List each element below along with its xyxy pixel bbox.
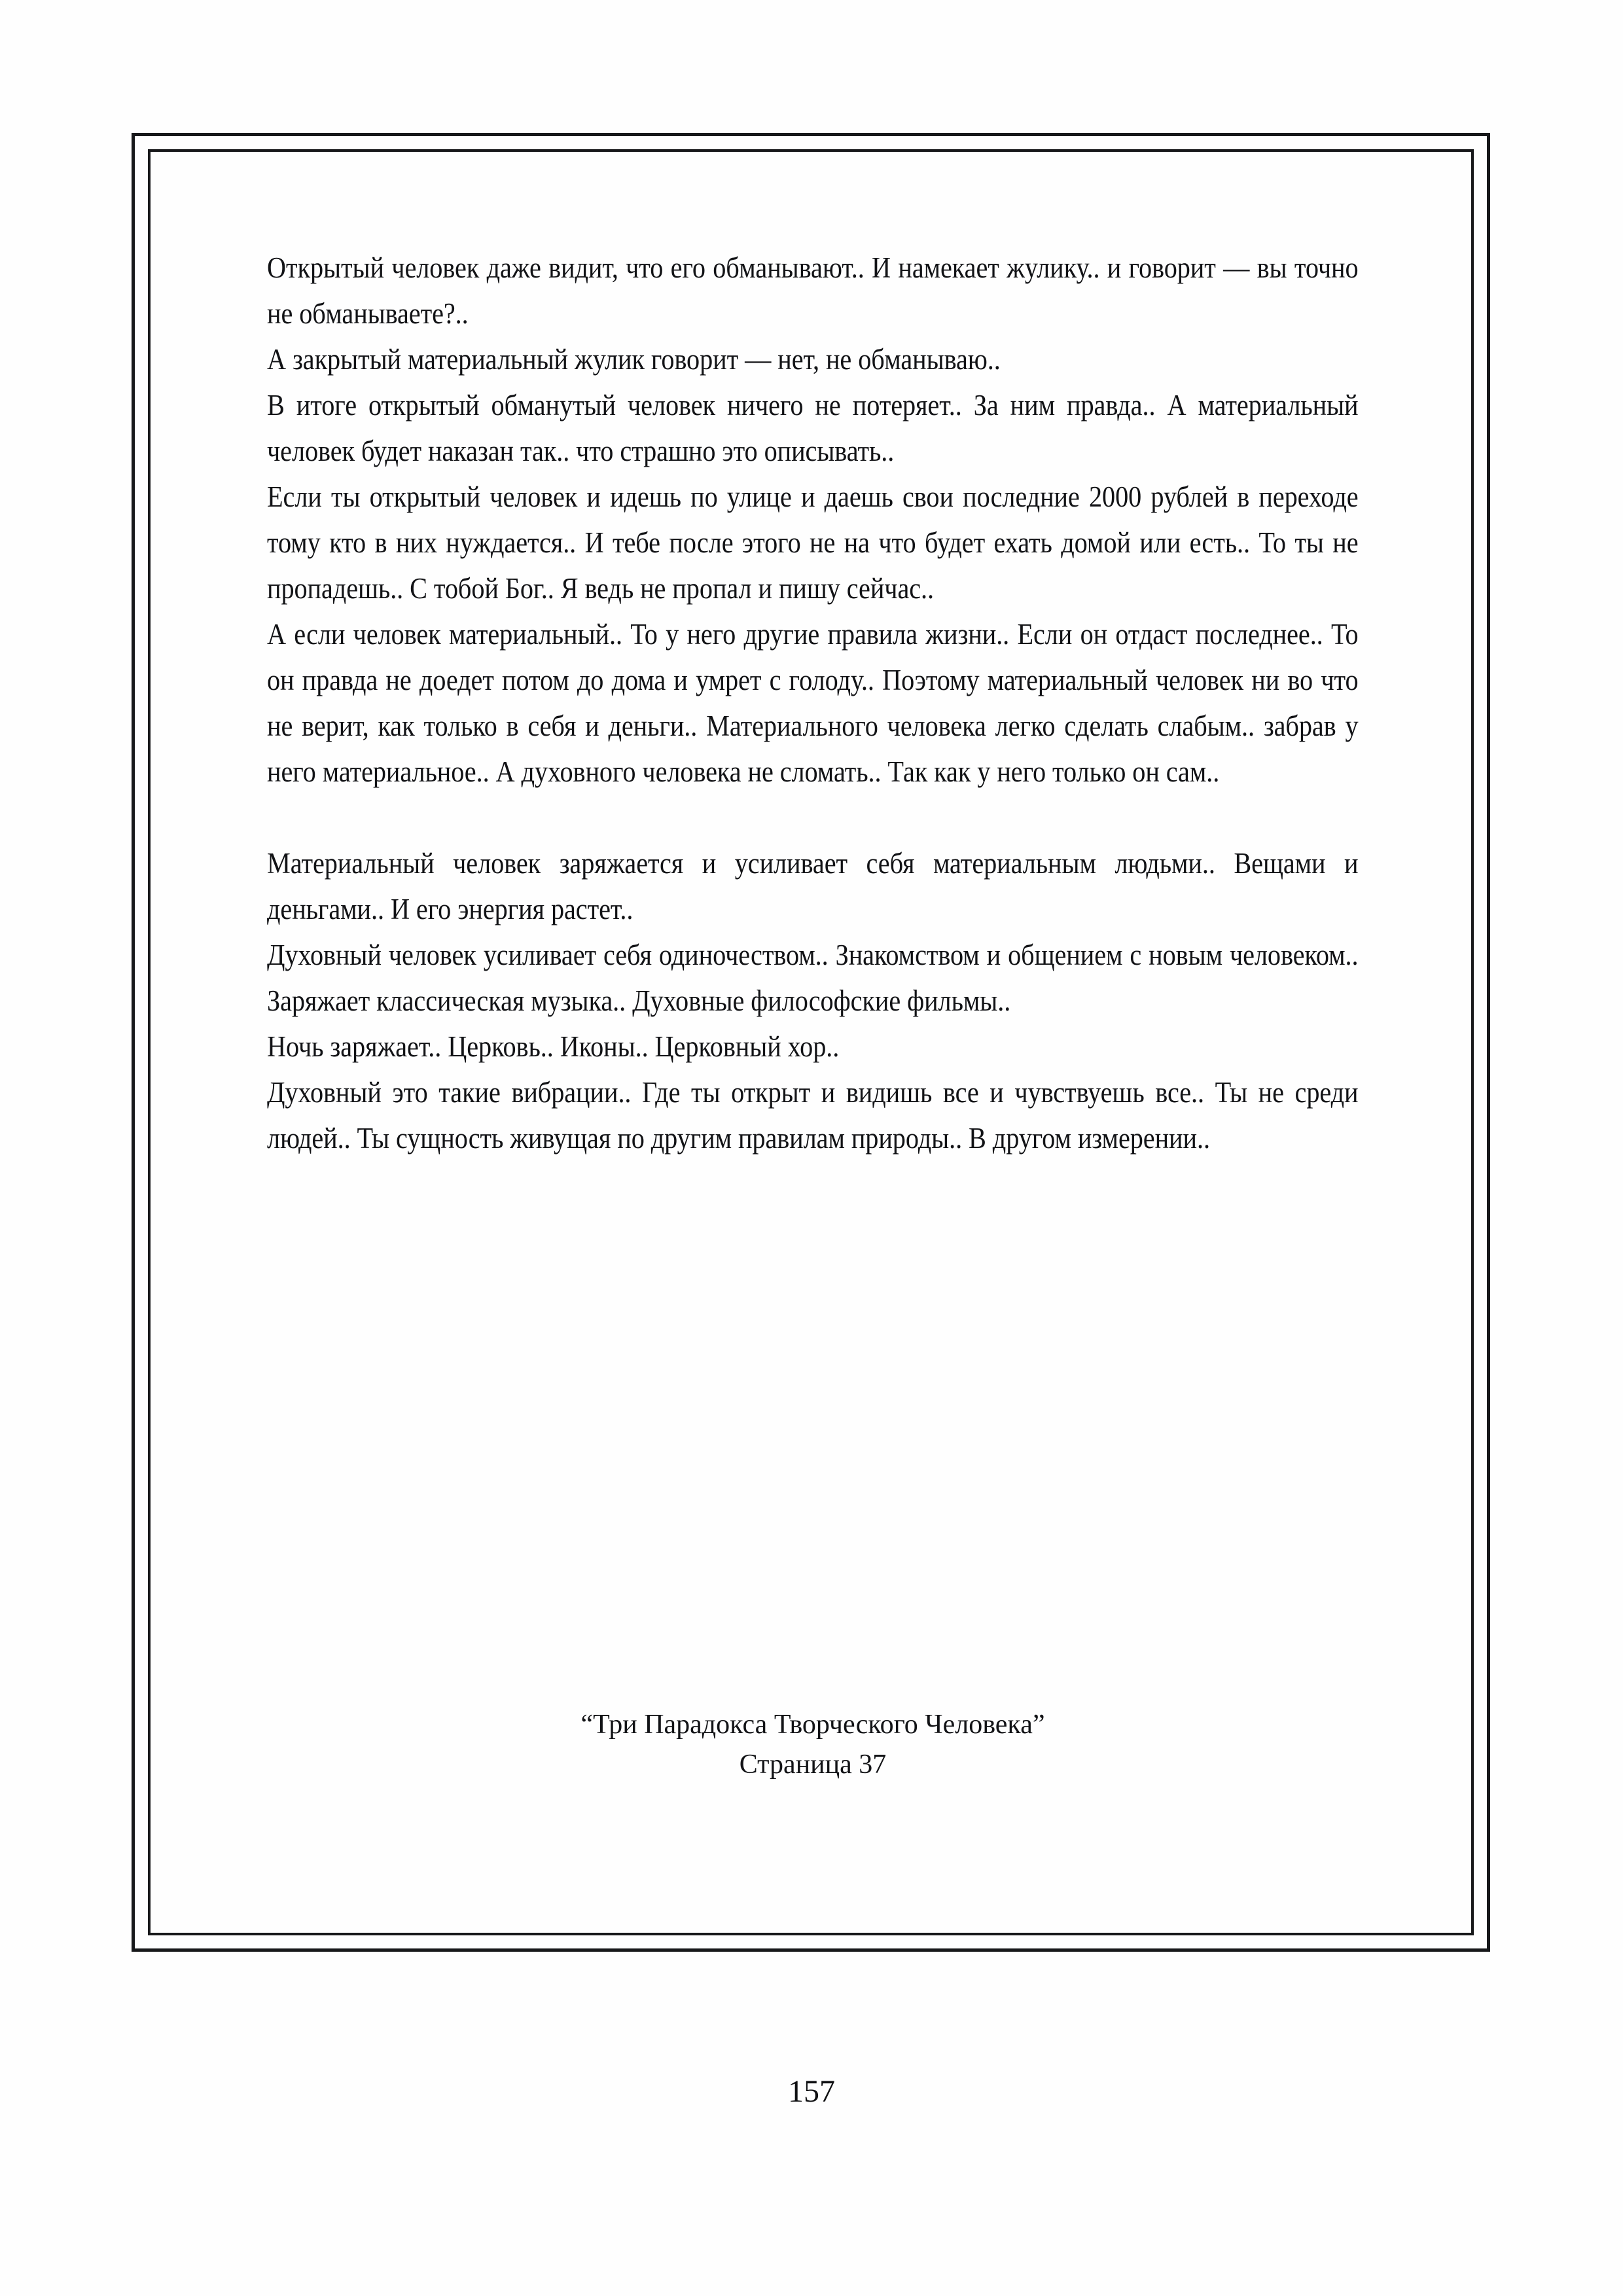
page-label: Страница 37 [739,1749,887,1780]
body-paragraph: Духовный это такие вибрации.. Где ты открыт и видишь все и чувствуешь все.. Ты не среди людей.. Ты сущность живущая по другим правилам природы.. В другом измерении.. [267,1076,1359,1155]
body-paragraph: Духовный человек усиливает себя одиночеством.. Знакомством и общением с новым человеком.. Заряжает классическая музыка.. Духовные философские фильмы.. [267,939,1359,1017]
body-paragraph: Ночь заряжает.. Церковь.. Иконы.. Церковный хор.. [267,1030,840,1063]
body-paragraph: В итоге открытый обманутый человек ничего не потеряет.. За ним правда.. А материальный человек будет наказан так.. что страшно это описывать.. [267,389,1359,467]
body-paragraph: А если человек материальный.. То у него другие правила жизни.. Если он отдаст последнее.. То он правда не доедет потом до дома и умрет с голоду.. Поэтому материальный человек ни во что не верит, как только в себя и деньги.. Материального человека легко сделать слабым.. забрав у него материальное.. А духовного человека не сломать.. Так как у него только он сам.. [267,618,1359,788]
page-footer [267,1704,1359,1784]
body-paragraph: Открытый человек даже видит, что его обманывают.. И намекает жулику.. и говорит — вы точно не обманываете?.. [267,251,1359,330]
book-title: “Три Парадокса Творческого Человека” [580,1710,1045,1740]
folio-number: 157 [788,2074,835,2109]
body-paragraph: Если ты открытый человек и идешь по улице и даешь свои последние 2000 рублей в переходе тому кто в них нуждается.. И тебе после этого не на что будет ехать домой или есть.. То ты не пропадешь.. С тобой Бог.. Я ведь не пропал и пишу сейчас.. [267,480,1359,605]
body-text-column [267,245,1359,1161]
body-paragraph: А закрытый материальный жулик говорит — нет, не обманываю.. [267,343,1001,376]
body-paragraph: Материальный человек заряжается и усиливает себя материальным людьми.. Вещами и деньгами.. И его энергия растет.. [267,847,1359,925]
